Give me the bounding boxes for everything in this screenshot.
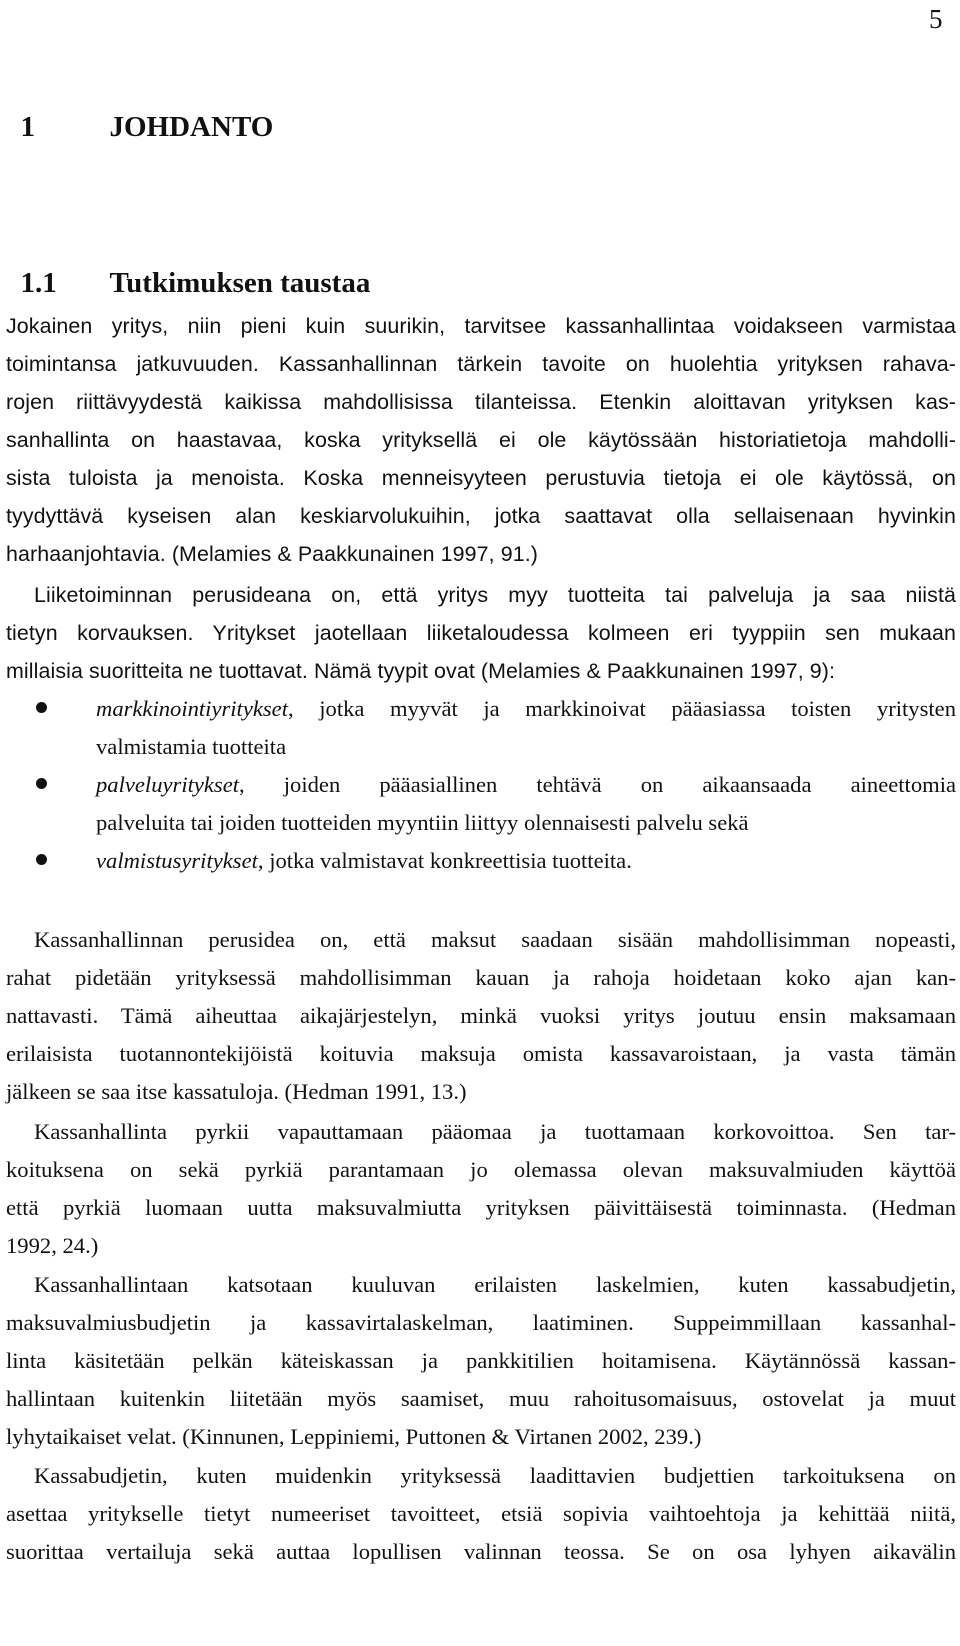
section-title: Tutkimuksen taustaa xyxy=(109,267,371,299)
chapter-title: JOHDANTO xyxy=(109,111,274,143)
list-item-line: palveluita tai joiden tuotteiden myyntiin liittyy olennaisesti palvelu sekä xyxy=(96,810,749,835)
paragraph-line: rahat pidetään yrityksessä mahdollisimman kauan ja rahoja hoidetaan koko ajan kan- xyxy=(6,965,956,990)
paragraph-line: millaisia suoritteita ne tuottavat. Nämä tyypit ovat (Melamies & Paakkunainen 1997, 9): xyxy=(6,659,836,683)
paragraph-line: harhaanjohtavia. (Melamies & Paakkunainen 1997, 91.) xyxy=(6,542,538,566)
paragraph-line: 1992, 24.) xyxy=(6,1233,99,1258)
paragraph-line: suorittaa vertailuja sekä auttaa lopullisen valinnan teossa. Se on osa lyhyen aikavälin xyxy=(6,1539,956,1564)
paragraph-line: toimintansa jatkuvuuden. Kassanhallinnan tärkein tavoite on huolehtia yrityksen rahava- xyxy=(6,352,956,376)
page-number: 5 xyxy=(929,4,943,34)
paragraph-line: että pyrkiä luomaan uutta maksuvalmiutta yrityksen päivittäisestä toiminnasta. (Hedman xyxy=(6,1195,956,1220)
paragraph-cash-goals xyxy=(6,1113,956,1265)
chapter-number: 1 xyxy=(20,111,35,143)
business-type-list xyxy=(6,690,956,880)
list-item-line: palveluyritykset, joiden pääasiallinen tehtävä on aikaansaada aineettomia xyxy=(96,772,956,797)
paragraph-line: sista tuloista ja menoista. Koska menneisyyteen perustuvia tietoja ei ole käytössä, on xyxy=(6,466,956,490)
list-item xyxy=(6,690,956,766)
paragraph-line: tietyn korvauksen. Yritykset jaotellaan liiketaloudessa kolmeen eri tyyppiin sen mukaan xyxy=(6,621,956,645)
paragraph-cash-scope xyxy=(6,1266,956,1456)
paragraph-line: Kassanhallintaan katsotaan kuuluvan erilaisten laskelmien, kuten kassabudjetin, xyxy=(34,1272,956,1297)
paragraph-line: rojen riittävyydestä kaikissa mahdollisissa tilanteissa. Etenkin aloittavan yrityksen kas- xyxy=(6,390,956,414)
paragraph-line: Kassanhallinta pyrkii vapauttamaan pääomaa ja tuottamaan korkovoittoa. Sen tar- xyxy=(34,1119,956,1144)
paragraph-cash-budget xyxy=(6,1457,956,1571)
list-item xyxy=(6,766,956,842)
paragraph-line: hallintaan kuitenkin liitetään myös saamiset, muu rahoitusomaisuus, ostovelat ja muut xyxy=(6,1386,956,1411)
paragraph-business-types xyxy=(6,576,956,690)
list-item-line: valmistusyritykset, jotka valmistavat konkreettisia tuotteita. xyxy=(96,848,632,873)
paragraph-line: Kassabudjetin, kuten muidenkin yrityksessä laadittavien budjettien tarkoituksena on xyxy=(34,1463,956,1488)
list-item xyxy=(6,842,956,880)
paragraph-cash-principle xyxy=(6,921,956,1111)
section-number: 1.1 xyxy=(20,267,57,299)
paragraph-line: sanhallinta on haastavaa, koska yrityksellä ei ole käytössään historiatietoja mahdolli- xyxy=(6,428,956,452)
list-item-line: markkinointiyritykset, jotka myyvät ja markkinoivat pääasiassa toisten yritysten xyxy=(96,696,956,721)
paragraph-line: maksuvalmiusbudjetin ja kassavirtalaskelman, laatiminen. Suppeimmillaan kassanhal- xyxy=(6,1310,956,1335)
paragraph-line: tyydyttävä kyseisen alan keskiarvolukuihin, jotka saattavat olla sellaisenaan hyvinkin xyxy=(6,504,956,528)
paragraph-line: lyhytaikaiset velat. (Kinnunen, Leppiniemi, Puttonen & Virtanen 2002, 239.) xyxy=(6,1424,702,1449)
bullet-icon xyxy=(36,778,47,789)
paragraph-line: linta käsitetään pelkän käteiskassan ja pankkitilien hoitamisena. Käytännössä kassan- xyxy=(6,1348,956,1373)
paragraph-line: Kassanhallinnan perusidea on, että maksut saadaan sisään mahdollisimman nopeasti, xyxy=(34,927,956,952)
chapter-heading xyxy=(6,78,273,144)
section-heading xyxy=(6,234,370,300)
paragraph-line: koituksena on sekä pyrkiä parantamaan jo olemassa olevan maksuvalmiuden käyttöä xyxy=(6,1157,956,1182)
bullet-icon xyxy=(36,702,47,713)
list-item-line: valmistamia tuotteita xyxy=(96,734,287,759)
bullet-icon xyxy=(36,854,47,865)
paragraph-background xyxy=(6,307,956,573)
paragraph-line: jälkeen se saa itse kassatuloja. (Hedman 1991, 13.) xyxy=(6,1079,467,1104)
paragraph-line: nattavasti. Tämä aiheuttaa aikajärjestelyn, minkä vuoksi yritys joutuu ensin maksamaan xyxy=(6,1003,956,1028)
paragraph-line: Liiketoiminnan perusideana on, että yritys myy tuotteita tai palveluja ja saa niistä xyxy=(34,583,956,607)
paragraph-line: Jokainen yritys, niin pieni kuin suurikin, tarvitsee kassanhallintaa voidakseen varmistaa xyxy=(6,314,956,338)
paragraph-line: asettaa yritykselle tietyt numeeriset tavoitteet, etsiä sopivia vaihtoehtoja ja kehittää niitä, xyxy=(6,1501,956,1526)
paragraph-line: erilaisista tuotannontekijöistä koituvia maksuja omista kassavaroistaan, ja vasta tämän xyxy=(6,1041,956,1066)
